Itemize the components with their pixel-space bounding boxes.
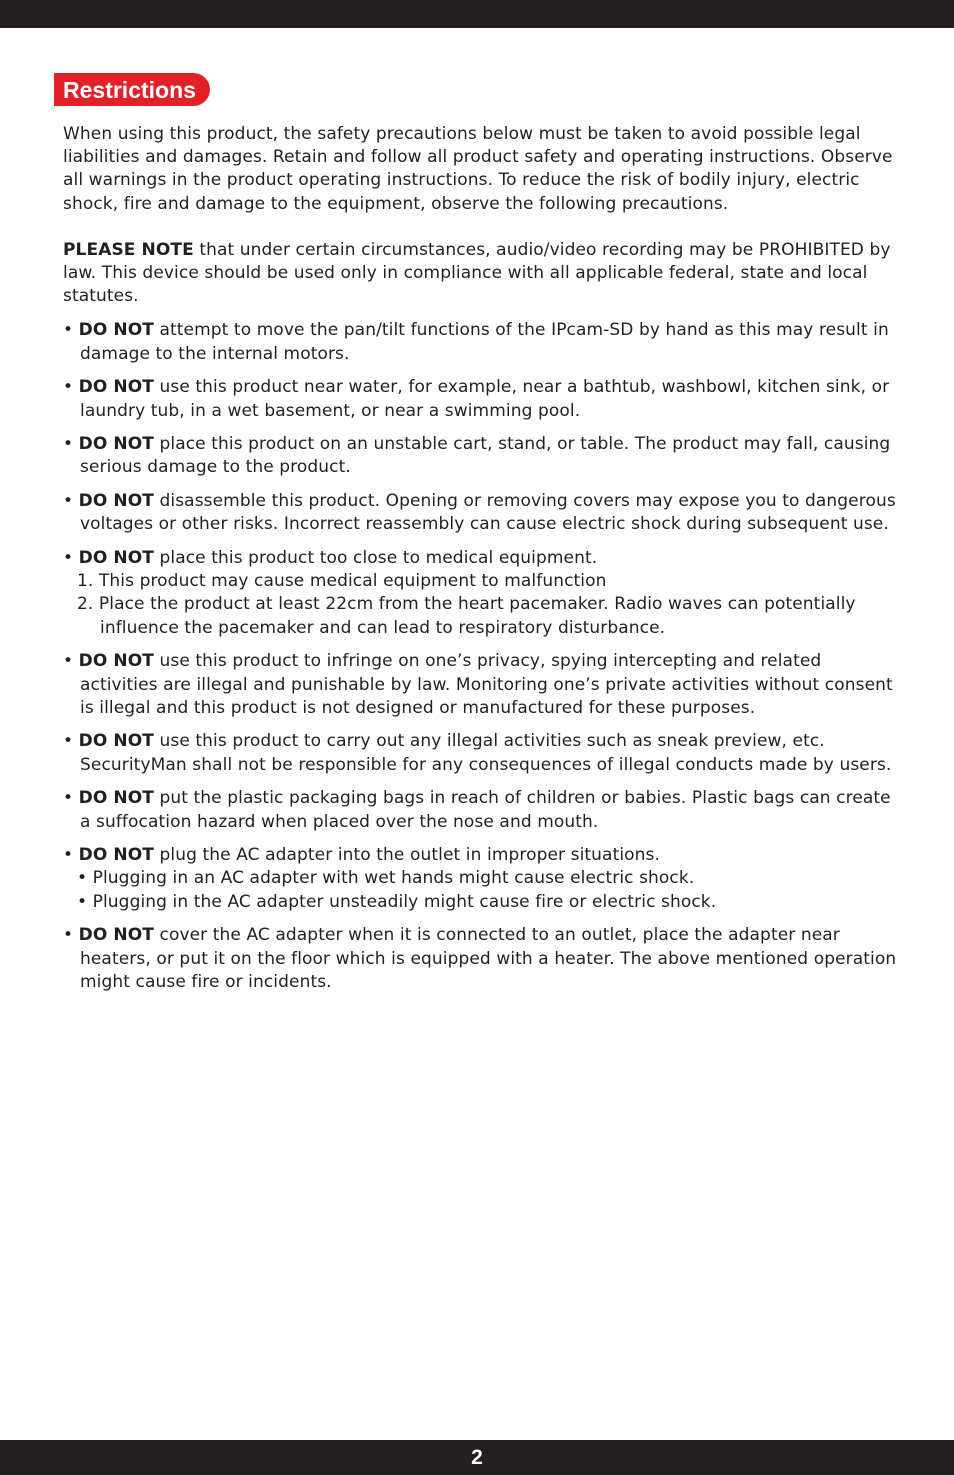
intro-paragraph: When using this product, the safety precautions below must be taken to avoid possible legal liabilities and damages. Retain and follow all product safety and operating instructions. Observe all warnings in the product operating instructions. To reduce the risk of bodily injury, electric shock, fire and damage to the equipment, observe the following precautions. — [63, 124, 893, 214]
restriction-item — [63, 433, 898, 479]
bullet: • — [63, 731, 79, 752]
bullet: • — [63, 788, 79, 809]
do-not-label: DO NOT — [78, 548, 154, 569]
please-note-paragraph — [63, 239, 898, 309]
restriction-text: use this product near water, for example, near a bathtub, washbowl, kitchen sink, or laundry tub, in a wet basement, or near a swimming pool. — [80, 377, 890, 421]
do-not-label: DO NOT — [78, 377, 154, 398]
bullet: • — [63, 845, 79, 866]
restriction-item — [63, 844, 898, 914]
restriction-item — [63, 650, 898, 720]
bullet: • — [63, 434, 79, 455]
do-not-label: DO NOT — [78, 845, 154, 866]
restriction-text: place this product too close to medical equipment. — [154, 548, 598, 569]
restriction-text: plug the AC adapter into the outlet in improper situations. — [154, 845, 660, 866]
restriction-item — [63, 319, 898, 365]
sub-item: 2. Place the product at least 22cm from the heart pacemaker. Radio waves can potentially influence the pacemaker and can lead to respiratory disturbance. — [77, 594, 856, 638]
sub-item: • Plugging in the AC adapter unsteadily might cause fire or electric shock. — [77, 891, 717, 912]
restriction-text: use this product to infringe on one’s privacy, spying intercepting and related activities are illegal and punishable by law. Monitoring one’s private activities without consent is illegal and this product is not designed or manufactured for these purposes. — [80, 651, 893, 718]
section-title: Restrictions — [54, 73, 210, 106]
do-not-label: DO NOT — [78, 731, 154, 752]
restriction-item — [63, 547, 898, 640]
sub-item: • Plugging in an AC adapter with wet hands might cause electric shock. — [77, 868, 695, 889]
do-not-label: DO NOT — [78, 651, 154, 672]
do-not-label: DO NOT — [78, 320, 154, 341]
do-not-label: DO NOT — [78, 491, 154, 512]
please-note-text: that under certain circumstances, audio/video recording may be PROHIBITED by law. This device should be used only in compliance with all applicable federal, state and local statutes. — [63, 239, 891, 307]
restriction-text: place this product on an unstable cart, stand, or table. The product may fall, causing serious damage to the product. — [80, 434, 891, 478]
restriction-item — [63, 787, 898, 833]
top-bar — [0, 0, 954, 28]
do-not-label: DO NOT — [78, 788, 154, 809]
bullet: • — [63, 320, 79, 341]
do-not-label: DO NOT — [78, 434, 154, 455]
restriction-item — [63, 924, 898, 994]
do-not-label: DO NOT — [78, 925, 154, 946]
restrictions-content — [63, 123, 898, 1005]
footer-bar — [0, 1440, 954, 1475]
restriction-text: put the plastic packaging bags in reach of children or babies. Plastic bags can create a suffocation hazard when placed over the nose and mouth. — [80, 788, 891, 832]
restriction-text: use this product to carry out any illegal activities such as sneak preview, etc. SecurityMan shall not be responsible for any consequences of illegal conducts made by users. — [80, 731, 892, 775]
restriction-text: disassemble this product. Opening or removing covers may expose you to dangerous voltages or other risks. Incorrect reassembly can cause electric shock during subsequent use. — [80, 491, 896, 535]
bullet: • — [63, 377, 79, 398]
restriction-item — [63, 376, 898, 422]
bullet: • — [63, 651, 79, 672]
bullet: • — [63, 548, 79, 569]
please-note-lead: PLEASE NOTE — [63, 239, 194, 260]
bullet: • — [63, 925, 79, 946]
restriction-text: cover the AC adapter when it is connected to an outlet, place the adapter near heaters, or put it on the floor which is equipped with a heater. The above mentioned operation might cause fire or incidents. — [80, 925, 897, 992]
bullet: • — [63, 491, 79, 512]
restriction-item — [63, 730, 898, 776]
restriction-text: attempt to move the pan/tilt functions of the IPcam-SD by hand as this may result in damage to the internal motors. — [80, 320, 889, 364]
sub-item: 1. This product may cause medical equipment to malfunction — [77, 571, 607, 592]
restriction-item — [63, 490, 898, 536]
page-number: 2 — [471, 1446, 483, 1469]
